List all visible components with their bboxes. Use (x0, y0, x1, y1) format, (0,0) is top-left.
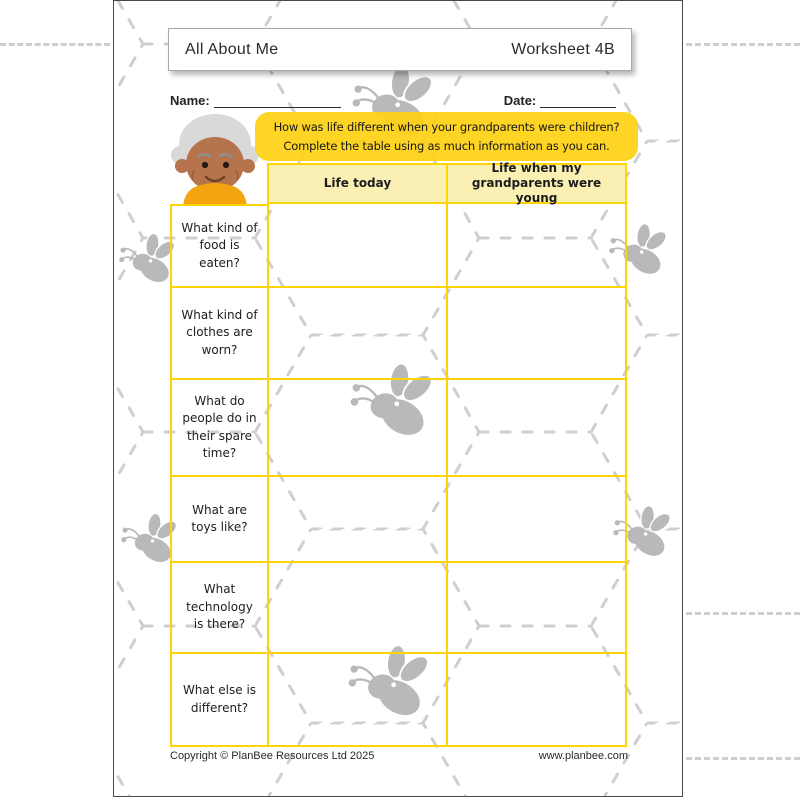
answer-cell-toys-today (267, 477, 446, 563)
worksheet-number: Worksheet 4B (511, 40, 615, 58)
instruction-banner (255, 112, 638, 161)
footer (170, 750, 628, 762)
hex-dash-strip (686, 43, 800, 46)
hex-dash-strip (0, 43, 110, 46)
instruction-line-2: Complete the table using as much information as you can. (283, 138, 610, 153)
date-label: Date: (503, 93, 537, 108)
answer-cell-toys-past (446, 477, 627, 563)
page-title: All About Me (185, 40, 279, 58)
question-else: What else is different? (170, 654, 267, 747)
answer-cell-food-past (446, 204, 627, 288)
title-bar (168, 28, 632, 71)
question-food: What kind of food is eaten? (170, 204, 267, 288)
answer-cell-food-today (267, 204, 446, 288)
comparison-table (170, 163, 627, 747)
column-header-grandparents: Life when my grandparents were young (446, 163, 627, 204)
name-label: Name: (170, 93, 210, 108)
website-text: www.planbee.com (538, 750, 628, 762)
date-line (540, 94, 616, 108)
answer-cell-spare-time-today (267, 380, 446, 477)
date-group (504, 93, 617, 108)
name-date-row (170, 90, 628, 108)
answer-cell-spare-time-past (446, 380, 627, 477)
instruction-line-1: How was life different when your grandparents were children? (273, 120, 620, 135)
answer-cell-else-past (446, 654, 627, 747)
hex-dash-strip (686, 757, 800, 760)
table-corner-spacer (170, 163, 267, 204)
hex-dash-strip (686, 612, 800, 615)
question-clothes: What kind of clothes are worn? (170, 288, 267, 380)
answer-cell-technology-past (446, 563, 627, 654)
answer-cell-clothes-today (267, 288, 446, 380)
question-technology: What technology is there? (170, 563, 267, 654)
answer-cell-clothes-past (446, 288, 627, 380)
question-spare-time: What do people do in their spare time? (170, 380, 267, 477)
answer-cell-technology-today (267, 563, 446, 654)
answer-cell-else-today (267, 654, 446, 747)
column-header-life-today: Life today (267, 163, 446, 204)
question-toys: What are toys like? (170, 477, 267, 563)
name-line (214, 94, 341, 108)
copyright-text: Copyright © PlanBee Resources Ltd 2025 (170, 750, 375, 762)
